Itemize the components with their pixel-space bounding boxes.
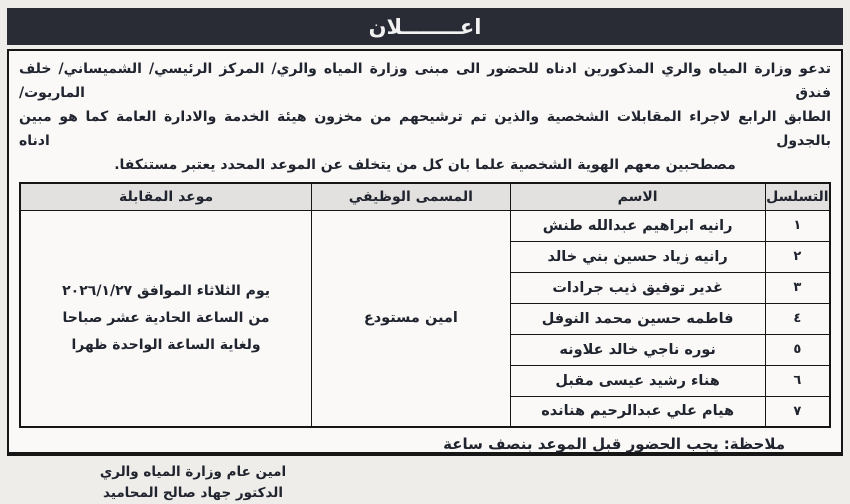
- name-cell: غدير توفيق ذيب جرادات: [510, 272, 765, 303]
- header-job-title: المسمى الوظيفي: [312, 183, 510, 210]
- applicants-table: [19, 182, 831, 428]
- intro-line-1: تدعو وزارة المياه والري المذكورين ادناه للحضور الى مبنى وزارة المياه والري/ المركز الرئيسي/ الشميساني/ خلف فندق الماريوت/: [19, 61, 831, 101]
- serial-cell: ٧: [765, 396, 830, 427]
- name-cell: فاطمه حسين محمد النوفل: [510, 303, 765, 334]
- header-interview-date: موعد المقابلة: [20, 183, 312, 210]
- interview-date-cell: [20, 210, 312, 427]
- signature-title: امين عام وزارة المياه والري: [99, 464, 287, 480]
- interview-date-line-1: يوم الثلاثاء الموافق ٢٠٢٦/١/٢٧: [62, 282, 270, 299]
- name-cell: هيام علي عبدالرحيم هنانده: [510, 396, 765, 427]
- name-cell: نوره ناجي خالد علاونه: [510, 334, 765, 365]
- intro-paragraph: [17, 55, 833, 177]
- interview-date-line-2: من الساعة الحادية عشر صباحا: [62, 309, 270, 326]
- table-row: [20, 210, 830, 241]
- serial-cell: ٥: [765, 334, 830, 365]
- banner-title: اعــــــــلان: [368, 14, 482, 39]
- intro-line-3: مصطحبين معهم الهوية الشخصية علما بان كل من يتخلف عن الموعد المحدد يعتبر مستنكفا.: [114, 157, 736, 173]
- name-cell: رانيه ابراهيم عبدالله طنش: [510, 210, 765, 241]
- header-name: الاسم: [510, 183, 765, 210]
- table-header-row: [20, 183, 830, 210]
- header-serial: التسلسل: [765, 183, 830, 210]
- serial-cell: ٦: [765, 365, 830, 396]
- signature-name: الدكتور جهاد صالح المحاميد: [103, 485, 283, 501]
- bottom-section: [17, 462, 833, 504]
- name-cell: هناء رشيد عيسى مقبل: [510, 365, 765, 396]
- serial-cell: ١: [765, 210, 830, 241]
- job-title-cell: امين مستودع: [312, 210, 510, 427]
- intro-line-2: الطابق الرابع لاجراء المقابلات الشخصية والذين تم ترشيحهم من مخزون هيئة الخدمة والادارة العامة كما هو مبين بالجدول ادناه: [19, 109, 831, 149]
- announcement-banner: [7, 8, 843, 45]
- serial-cell: ٤: [765, 303, 830, 334]
- interview-date-line-3: ولغاية الساعة الواحدة ظهرا: [71, 336, 261, 353]
- signature-block: [33, 462, 353, 504]
- note-text: ملاحظة: يجب الحضور قبل الموعد بنصف ساعة: [443, 435, 785, 453]
- name-cell: رانيه زياد حسين بني خالد: [510, 241, 765, 272]
- serial-cell: ٢: [765, 241, 830, 272]
- document-frame: [7, 49, 843, 501]
- serial-cell: ٣: [765, 272, 830, 303]
